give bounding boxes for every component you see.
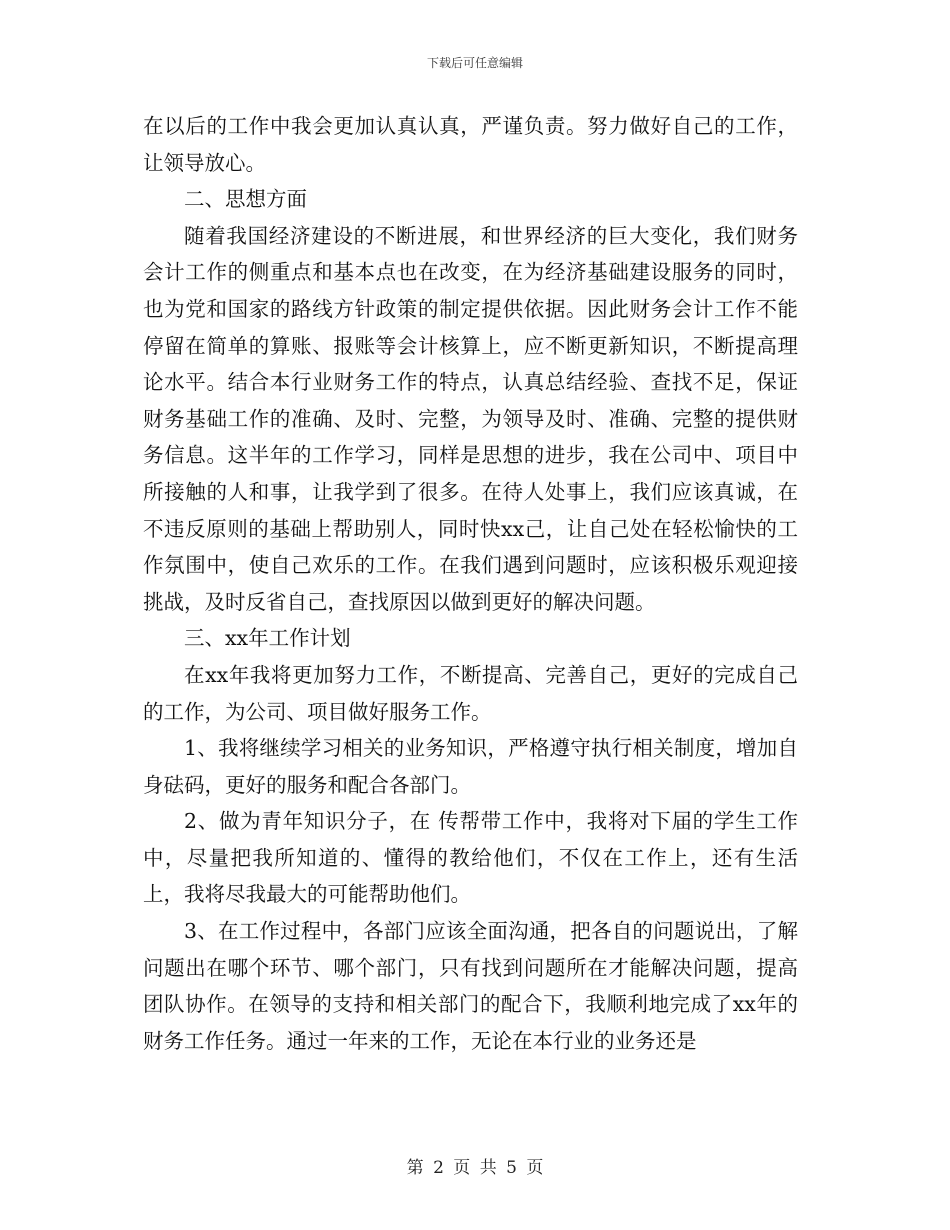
- document-body: [143, 108, 798, 1059]
- paragraph-plan-intro: 在xx年我将更加努力工作，不断提高、完善自己，更好的完成自己的工作，为公司、项目做好服务工作。: [143, 662, 798, 724]
- paragraph-continuation: 在以后的工作中我会更加认真认真，严谨负责。努力做好自己的工作，让领导放心。: [143, 114, 798, 175]
- paragraph-plan-item-2: 2、做为青年知识分子，在 传帮带工作中，我将对下届的学生工作中，尽量把我所知道的、懂得的教给他们，不仅在工作上，还有生活上，我将尽我最大的可能帮助他们。: [143, 809, 798, 907]
- page-header: 下载后可任意编辑: [426, 56, 523, 70]
- paragraph-thoughts: 随着我国经济建设的不断进展，和世界经济的巨大变化，我们财务会计工作的侧重点和基本点也在改变，在为经济基础建设服务的同时，也为党和国家的路线方针政策的制定提供依据。因此财务会计工作不能停留在简单的算账、报账等会计核算上，应不断更新知识，不断提高理论水平。结合本行业财务工作的特点，认真总结经验、查找不足，保证财务基础工作的准确、及时、完整，为领导及时、准确、完整的提供财务信息。这半年的工作学习，同样是思想的进步，我在公司中、项目中所接触的人和事，让我学到了很多。在待人处事上，我们应该真诚，在不违反原则的基础上帮助别人，同时快xx己，让自己处在轻松愉快的工作氛围中，使自己欢乐的工作。在我们遇到问题时，应该积极乐观迎接挑战，及时反省自己，查找原因以做到更好的解决问题。: [143, 223, 798, 614]
- page-number-footer: 第 2 页 共 5 页: [406, 1158, 544, 1178]
- paragraph-plan-item-1: 1、我将继续学习相关的业务知识，严格遵守执行相关制度，增加自身砝码，更好的服务和配合各部门。: [143, 736, 798, 797]
- section-heading-thoughts: 二、思想方面: [184, 187, 307, 212]
- paragraph-plan-item-3: 3、在工作过程中，各部门应该全面沟通，把各自的问题说出，了解问题出在哪个环节、哪个部门，只有找到问题所在才能解决问题，提高团队协作。在领导的支持和相关部门的配合下，我顺利地完成了xx年的财务工作任务。通过一年来的工作，无论在本行业的业务还是: [143, 919, 798, 1053]
- section-heading-plan: 三、xx年工作计划: [184, 626, 351, 651]
